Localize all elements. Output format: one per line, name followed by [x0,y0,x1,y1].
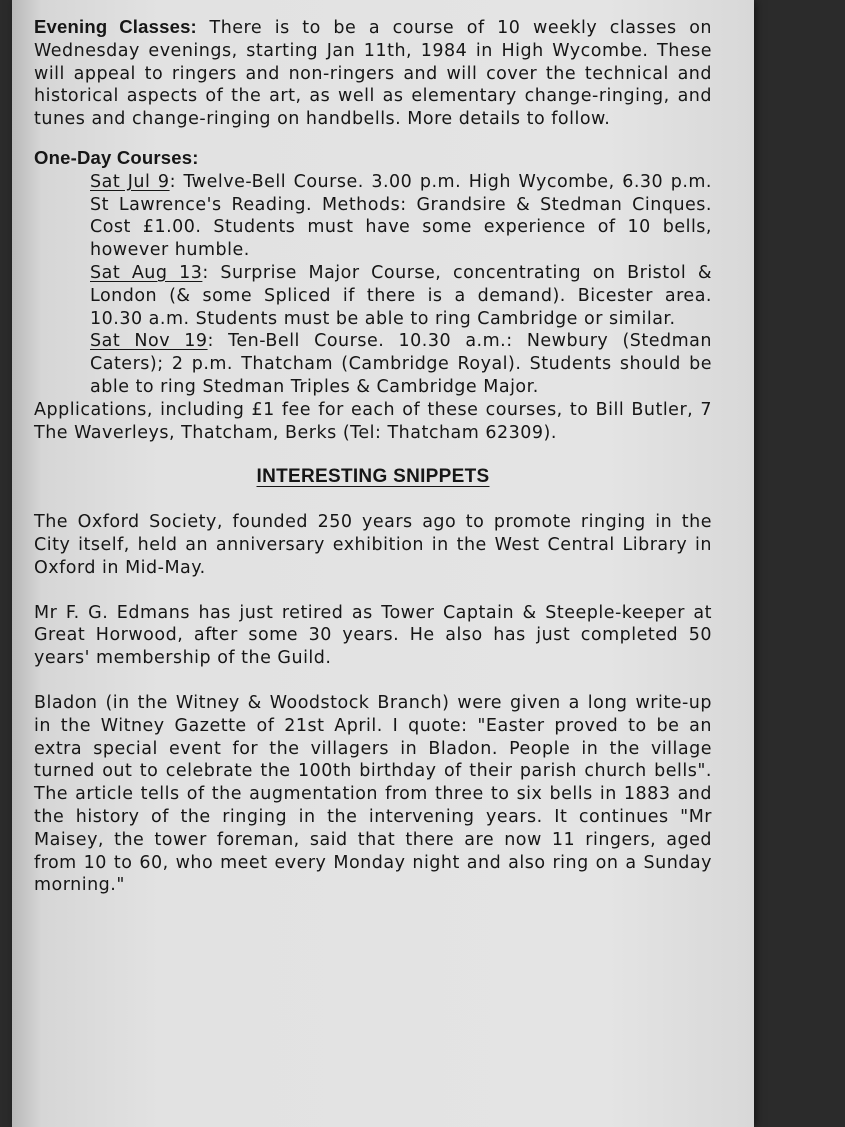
section-heading [34,466,712,489]
evening-classes-heading: Evening Classes: [34,16,197,37]
document-page [12,0,754,1127]
course-date: Sat Nov 19 [90,331,208,352]
one-day-courses-heading [34,147,712,171]
course-date: Sat Jul 9 [90,171,170,192]
snippet-paragraph: Bladon (in the Witney & Woodstock Branch) were given a long write-up in the Witney Gazette of 21st April. I quote: "Easter proved to be an extra special event for the villagers in Bladon. People in the village turned out to celebrate the 100th birthday of their parish church bells". The article tells of the augmentation from three to six bells in 1883 and the history of the ringing in the intervening years. It continues "Mr Maisey, the tower foreman, said that there are now 11 ringers, aged from 10 to 60, who meet every Monday night and also ring on a Sunday morning." [34,692,712,896]
page-content [34,16,712,897]
snippet-paragraph: The Oxford Society, founded 250 years ago to promote ringing in the City itself, held an anniversary exhibition in the West Central Library in Oxford in Mid-May. [34,512,712,578]
course-item [90,262,712,330]
course-date: Sat Aug 13 [90,262,203,283]
interesting-snippets-heading: INTERESTING SNIPPETS [256,466,490,488]
applications-paragraph: Applications, including £1 fee for each of these courses, to Bill Butler, 7 The Waverleys, Thatcham, Berks (Tel: Thatcham 62309). [34,399,712,443]
course-text: : Twelve-Bell Course. 3.00 p.m. High Wycombe, 6.30 p.m. St Lawrence's Reading. Methods: Grandsire & Stedman Cinques. Cost £1.00. Students must have some experience of 10 bells, however humble. [90,171,712,261]
snippet-paragraph: Mr F. G. Edmans has just retired as Tower Captain & Steeple-keeper at Great Horwood, after some 30 years. He also has just completed 50 years' membership of the Guild. [34,602,712,669]
course-item [90,171,712,262]
one-day-courses-heading-text: One-Day Courses: [34,146,199,168]
evening-classes-paragraph [34,16,712,131]
course-item [90,330,712,398]
evening-classes-text: There is to be a course of 10 weekly classes on Wednesday evenings, starting Jan 11th, 1984 in High Wycombe. These will appeal to ringers and non-ringers and will cover the technical and historical aspects of the art, as well as elementary change-ringing, and tunes and change-ringing on handbells. More details to follow. [34,18,712,130]
course-text: : Ten-Bell Course. 10.30 a.m.: Newbury (Stedman Caters); 2 p.m. Thatcham (Cambridge Royal). Students should be able to ring Stedman Triples & Cambridge Major. [90,331,712,397]
course-text: : Surprise Major Course, concentrating on Bristol & London (& some Spliced if there is a demand). Bicester area. 10.30 a.m. Students must be able to ring Cambridge or similar. [90,262,712,329]
